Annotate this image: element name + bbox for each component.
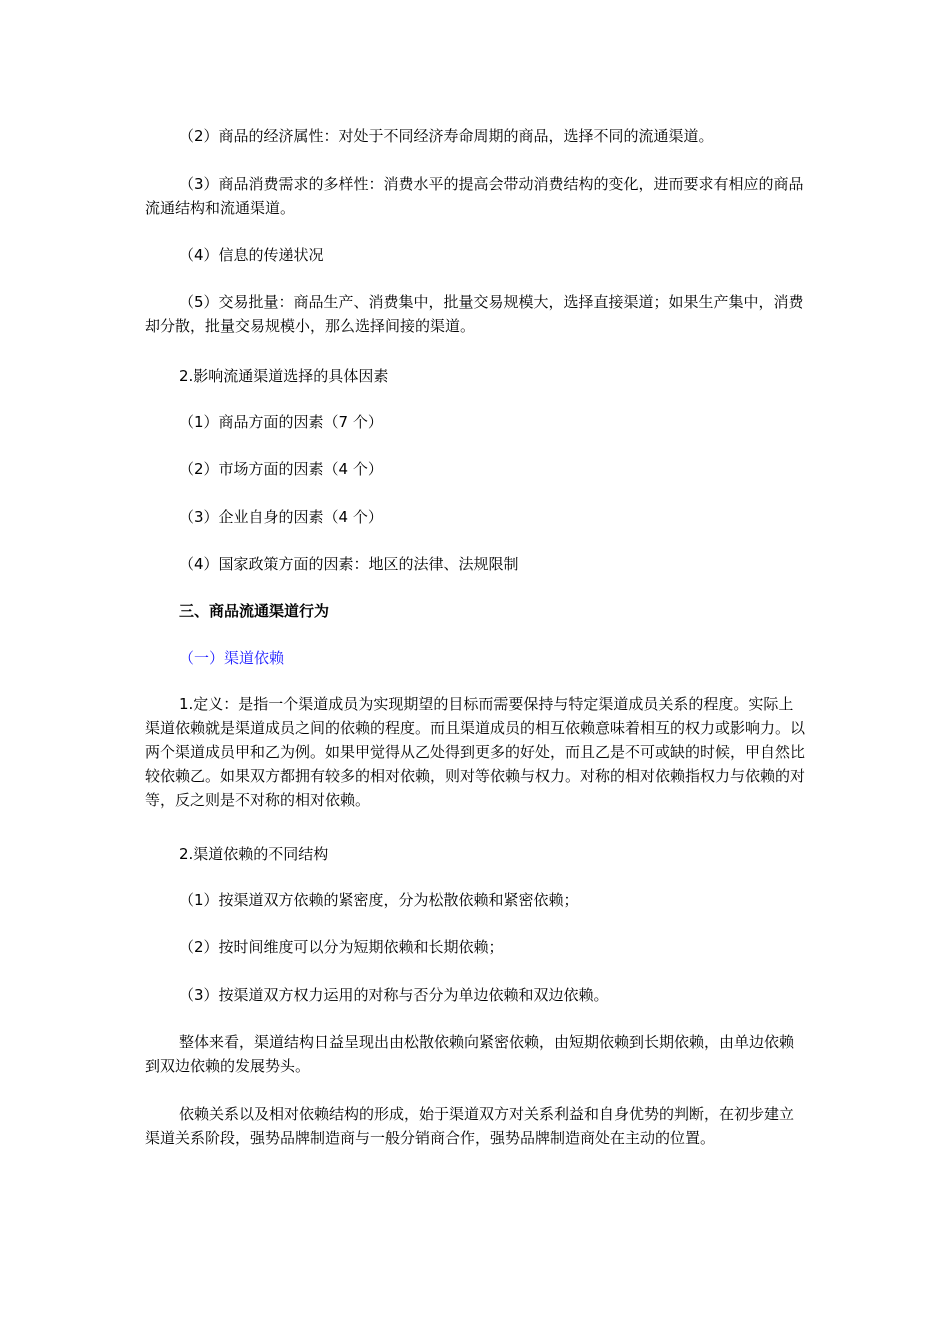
paragraph-economic-attribute: （2）商品的经济属性：对处于不同经济寿命周期的商品，选择不同的流通渠道。	[179, 127, 714, 145]
section-heading-specific-factors: 2.影响流通渠道选择的具体因素	[179, 367, 389, 385]
list-item-product-factors: （1）商品方面的因素（7 个）	[179, 413, 383, 431]
paragraph-information-transfer: （4）信息的传递状况	[179, 246, 324, 264]
list-item-market-factors: （2）市场方面的因素（4 个）	[179, 460, 383, 478]
section-heading-dependence-structure: 2.渠道依赖的不同结构	[179, 845, 329, 863]
list-item-power-symmetry: （3）按渠道双方权力运用的对称与否分为单边依赖和双边依赖。	[179, 986, 609, 1004]
paragraph-relationship-formation: 依赖关系以及相对依赖结构的形成，始于渠道双方对关系利益和自身优势的判断，在初步建立渠道关系阶段，强势品牌制造商与一般分销商合作，强势品牌制造商处在主动的位置。	[145, 1105, 795, 1147]
chapter-heading-channel-behavior: 三、商品流通渠道行为	[179, 602, 330, 620]
list-item-time-dimension: （2）按时间维度可以分为短期依赖和长期依赖；	[179, 938, 504, 956]
paragraph-overall-trend: 整体来看，渠道结构日益呈现出由松散依赖向紧密依赖，由短期依赖到长期依赖，由单边依赖到双边依赖的发展势头。	[145, 1033, 795, 1075]
paragraph-trade-volume: （5）交易批量：商品生产、消费集中，批量交易规模大，选择直接渠道；如果生产集中，消费却分散，批量交易规模小，那么选择间接的渠道。	[145, 293, 804, 335]
paragraph-definition: 1.定义：是指一个渠道成员为实现期望的目标而需要保持与特定渠道成员关系的程度。实际上渠道依赖就是渠道成员之间的依赖的程度。而且渠道成员的相互依赖意味着相互的权力或影响力。以两个渠道成员甲和乙为例。如果甲觉得从乙处得到更多的好处，而且乙是不可或缺的时候，甲自然比较依赖乙。如果双方都拥有较多的相对依赖，则对等依赖与权力。对称的相对依赖指权力与依赖的对等，反之则是不对称的相对依赖。	[145, 695, 806, 809]
list-item-tightness: （1）按渠道双方依赖的紧密度，分为松散依赖和紧密依赖；	[179, 891, 579, 909]
subheading-channel-dependence: （一）渠道依赖	[179, 649, 285, 667]
list-item-enterprise-factors: （3）企业自身的因素（4 个）	[179, 508, 383, 526]
list-item-policy-factors: （4）国家政策方面的因素：地区的法律、法规限制	[179, 555, 519, 573]
paragraph-consumption-diversity: （3）商品消费需求的多样性：消费水平的提高会带动消费结构的变化，进而要求有相应的商品流通结构和流通渠道。	[145, 175, 804, 217]
